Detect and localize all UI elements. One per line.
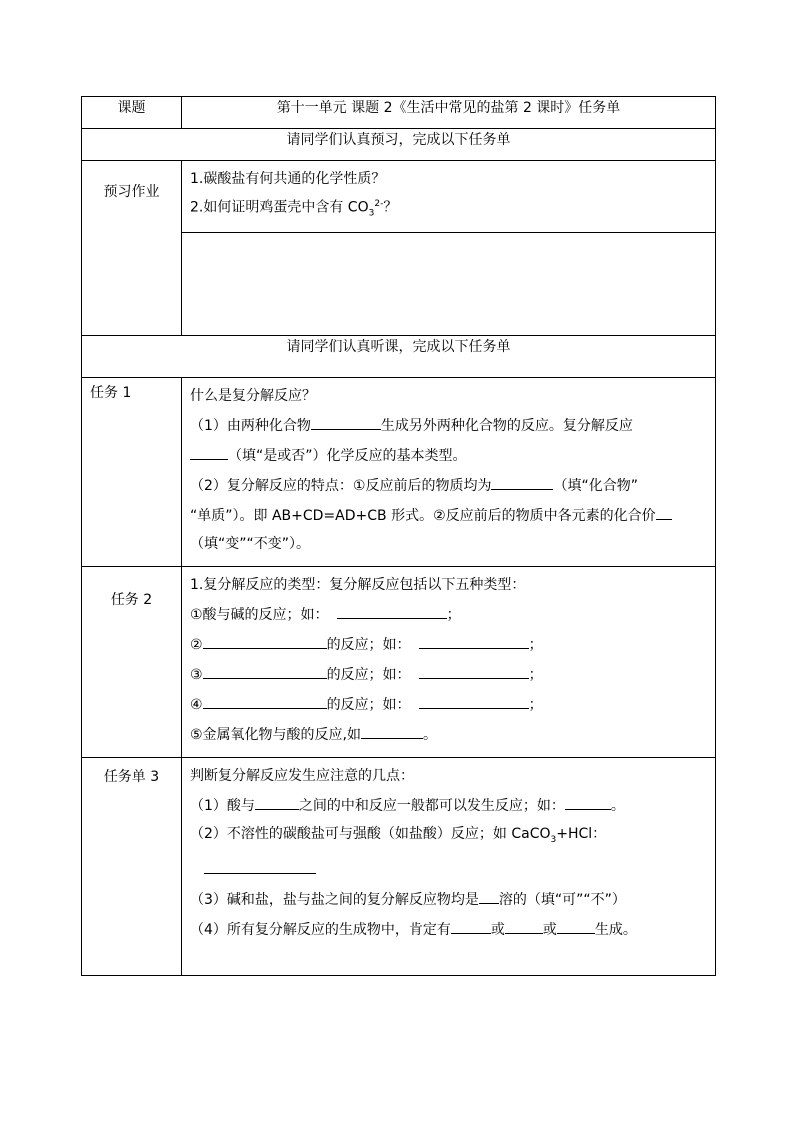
task2-label: 任务 2 (110, 592, 153, 609)
header-row (82, 97, 716, 129)
preview-question-2 (190, 194, 707, 224)
task3-blank-example[interactable] (565, 794, 611, 810)
task1-blank-substance[interactable] (491, 474, 553, 490)
task3-point3 (190, 888, 707, 911)
task3-label: 任务单 3 (103, 769, 160, 786)
task1-label-cell (82, 378, 182, 567)
task1-heading: 什么是复分解反应？ (190, 388, 316, 405)
task3-point2-answer-line (190, 858, 707, 881)
task2-blank-5-example[interactable] (361, 723, 423, 739)
task2-type-2-end: ； (528, 637, 543, 654)
task1-label: 任务 1 (90, 385, 132, 402)
task3-point1 (190, 794, 707, 817)
task3-point4-text-a: （4）所有复分解反应的生成物中，肯定有 (190, 922, 451, 939)
task1-blank-valence[interactable] (656, 504, 672, 520)
task2-type-1-end: ； (446, 607, 461, 624)
lecture-banner: 请同学们认真听课，完成以下任务单 (82, 336, 716, 378)
task2-type-2-num: ② (190, 637, 203, 654)
task2-type-4-end: ； (528, 697, 543, 714)
task1-row (82, 378, 716, 567)
task1-point1-cont (190, 444, 707, 467)
task3-row (82, 758, 716, 976)
task2-type-5 (190, 723, 707, 746)
task2-type-5-text: ⑤金属氧化物与酸的反应,如 (190, 727, 362, 744)
task3-point4-or-1: 或 (490, 922, 505, 939)
task1-point2 (190, 474, 707, 497)
task2-content (182, 567, 716, 758)
task1-point1-text-b: 生成另外两种化合物的反应。复分解反应 (380, 418, 633, 435)
preview-banner: 请同学们认真预习，完成以下任务单 (82, 129, 716, 161)
task2-type-4-num: ④ (190, 697, 203, 714)
task3-point3-text-a: （3）碱和盐，盐与盐之间的复分解反应物均是 (190, 892, 479, 909)
task3-heading: 判断复分解反应发生应注意的几点： (190, 768, 414, 785)
task2-type-2-text: 的反应；如： (326, 637, 411, 654)
task3-point4 (190, 918, 707, 941)
lecture-banner-row (82, 336, 716, 378)
task2-blank-3-example[interactable] (419, 663, 529, 679)
preview-answer-area[interactable] (182, 233, 716, 336)
task1-content (182, 378, 716, 567)
header-label: 课题 (82, 97, 182, 129)
task3-point4-end: 生成。 (594, 922, 637, 939)
preview-banner-row (82, 129, 716, 161)
carbonate-charge: 2- (374, 199, 384, 209)
preview-question-1: 1.碳酸盐有何共通的化学性质？ (190, 171, 386, 187)
task3-blank-equation[interactable] (204, 858, 316, 874)
task2-heading: 1.复分解反应的类型：复分解反应包括以下五种类型： (190, 577, 526, 594)
preview-label: 预习作业 (103, 184, 160, 200)
task3-point2 (190, 824, 707, 851)
task2-label-cell (82, 567, 182, 758)
task2-type-2 (190, 633, 707, 656)
task3-blank-product-2[interactable] (505, 918, 543, 934)
task2-type-5-end: 。 (423, 727, 438, 744)
task2-blank-2-type[interactable] (203, 633, 327, 649)
sheet-title: 第十一单元 课题 2《生活中常见的盐第 2 课时》任务单 (182, 97, 716, 129)
carbonate-subscript: 3 (368, 208, 375, 219)
preview-questions-cell (182, 161, 716, 233)
task3-blank-base[interactable] (255, 794, 299, 810)
task3-content (182, 758, 716, 976)
task2-type-4-text: 的反应；如： (326, 697, 411, 714)
task1-blank-basic-type[interactable] (190, 444, 228, 460)
task2-row (82, 567, 716, 758)
caco3-subscript: 3 (550, 835, 557, 846)
task1-point2-cont (190, 504, 707, 527)
task3-point1-text-b: 之间的中和反应一般都可以发生反应；如： (298, 798, 565, 815)
task2-blank-4-example[interactable] (419, 693, 529, 709)
task2-blank-4-type[interactable] (203, 693, 327, 709)
task2-type-3 (190, 663, 707, 686)
task2-type-3-end: ； (528, 667, 543, 684)
task1-point2-text-a: （2）复分解反应的特点：①反应前后的物质均为 (190, 478, 492, 495)
task2-blank-3-type[interactable] (203, 663, 327, 679)
task1-point2-end: （填“变”“不变”）。 (190, 536, 311, 553)
task2-type-1-text: ①酸与碱的反应；如： (190, 607, 329, 624)
task2-type-3-text: 的反应；如： (326, 667, 411, 684)
task3-point1-text-a: （1）酸与 (190, 798, 255, 815)
task3-point2-text-a: （2）不溶性的碳酸盐可与强酸（如盐酸）反应；如 CaCO (190, 826, 551, 843)
task2-type-4 (190, 693, 707, 716)
task1-point1-text-c: （填“是或否”）化学反应的基本类型。 (228, 448, 467, 465)
task3-point2-text-b: +HCl： (556, 826, 607, 843)
task-sheet-table (81, 96, 716, 976)
task3-point4-or-2: 或 (542, 922, 557, 939)
task3-point3-text-b: 溶的（填“可”“不”） (498, 892, 626, 909)
task2-blank-1-example[interactable] (337, 603, 447, 619)
task3-blank-solubility[interactable] (479, 888, 499, 904)
preview-question-2-end: ？ (383, 199, 398, 216)
task2-blank-2-example[interactable] (419, 633, 529, 649)
task2-type-3-num: ③ (190, 667, 203, 684)
task1-point1 (190, 414, 707, 437)
task1-point1-text-a: （1）由两种化合物 (190, 418, 311, 435)
task3-blank-product-1[interactable] (451, 918, 491, 934)
preview-row (82, 161, 716, 233)
task1-point2-text-b: （填“化合物” (553, 478, 638, 495)
preview-question-2-text: 2.如何证明鸡蛋壳中含有 CO (190, 199, 369, 216)
task1-point2-text-c: “单质”）。即 AB+CD=AD+CB 形式。②反应前后的物质中各元素的化合价 (190, 508, 656, 525)
task2-type-1 (190, 603, 707, 626)
task3-label-cell (82, 758, 182, 976)
task3-blank-product-3[interactable] (557, 918, 595, 934)
preview-label-cell (82, 161, 182, 336)
task1-blank-reactants[interactable] (311, 414, 381, 430)
task3-point1-end: 。 (610, 798, 625, 815)
